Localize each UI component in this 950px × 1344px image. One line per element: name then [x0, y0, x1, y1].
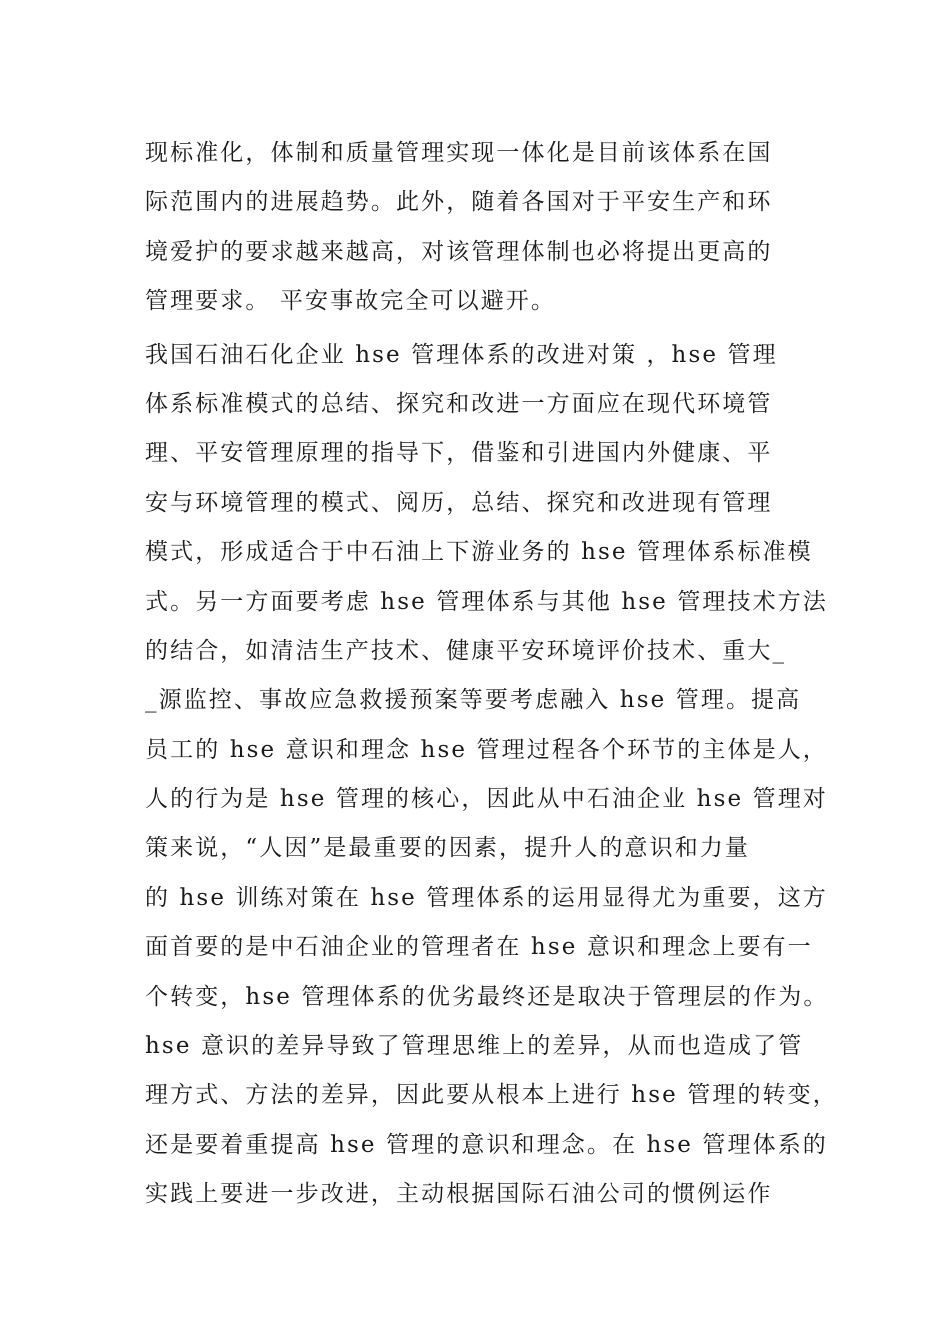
text-line: 还是要着重提高 hse 管理的意识和理念。在 hse 管理体系的 — [145, 1131, 828, 1158]
text-line: 人的行为是 hse 管理的核心，因此从中石油企业 hse 管理对 — [145, 786, 828, 813]
text-line: 体系标准模式的总结、探究和改进一方面应在现代环境管 — [145, 390, 773, 417]
paragraph — [145, 129, 835, 327]
text-line: 式。另一方面要考虑 hse 管理体系与其他 hse 管理技术方法 — [145, 588, 828, 615]
paragraph — [145, 331, 838, 1220]
text-line: 面首要的是中石油企业的管理者在 hse 意识和理念上要有一 — [145, 934, 813, 961]
text-line: 安与环境管理的模式、阅历，总结、探究和改进现有管理 — [145, 489, 773, 516]
text-line: 际范围内的进展趋势。此外，随着各国对于平安生产和环 — [145, 189, 773, 216]
text-line: 实践上要进一步改进，主动根据国际石油公司的惯例运作 — [145, 1181, 773, 1208]
text-line: 个转变，hse 管理体系的优劣最终还是取决于管理层的作为。 — [145, 983, 829, 1010]
text-line: 现标准化，体制和质量管理实现一体化是目前该体系在国 — [145, 140, 773, 166]
text-line: 境爱护的要求越来越高，对该管理体制也必将提出更高的 — [145, 238, 773, 265]
text-line: 的结合，如清洁生产技术、健康平安环境评价技术、重大_ — [145, 637, 787, 664]
text-line: 管理要求。 平安事故完全可以避开。 — [145, 288, 557, 315]
text-line: 策来说，“人因”是最重要的因素，提升人的意识和力量 — [145, 835, 751, 862]
text-line: _源监控、事故应急救援预案等要考虑融入 hse 管理。提高 — [145, 687, 802, 714]
text-line: hse 意识的差异导致了管理思维上的差异，从而也造成了管 — [145, 1033, 804, 1060]
text-line: 我国石油石化企业 hse 管理体系的改进对策 ，hse 管理 — [145, 341, 778, 368]
text-line: 理、平安管理原理的指导下，借鉴和引进国内外健康、平 — [145, 440, 773, 467]
text-line: 的 hse 训练对策在 hse 管理体系的运用显得尤为重要，这方 — [145, 884, 828, 911]
text-line: 理方式、方法的差异，因此要从根本上进行 hse 管理的转变， — [145, 1082, 838, 1109]
text-line: 模式，形成适合于中石油上下游业务的 hse 管理体系标准模 — [145, 539, 813, 566]
text-line: 员工的 hse 意识和理念 hse 管理过程各个环节的主体是人， — [145, 736, 828, 763]
document-body — [145, 129, 838, 1220]
